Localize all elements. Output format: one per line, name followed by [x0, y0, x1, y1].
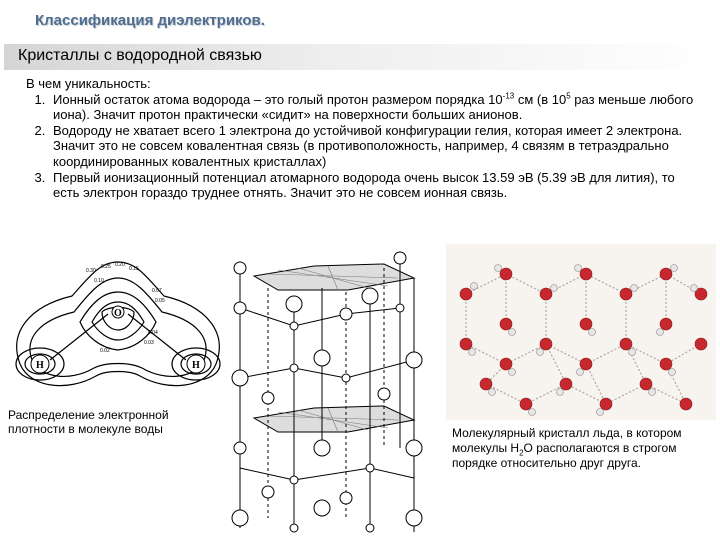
list-item: 2. Водороду не хватает всего 1 электрона до устойчивой конфигурации гелия, которая имеет 2 электрона. Значит это не совсем ковалентная связь (в противоположность, например, 4 связям в тетраэдрально координированных ковалентных кристаллах)	[49, 123, 696, 170]
contour-label: 0.15	[129, 266, 139, 272]
list-item: 1. Ионный остаток атома водорода – это голый протон размером порядка $10^{-13}$ см (в $10^5$ раз меньше любого иона). Значит протон практически «сидит» на поверхности больших анионов.	[49, 92, 696, 123]
atom-h2-label: H	[192, 360, 200, 371]
contour-label: 0.25	[101, 264, 111, 270]
contour-label: 0.03	[144, 340, 154, 346]
contour-label: 0.10	[94, 278, 104, 284]
contour-label: 0.20	[115, 262, 125, 268]
ice-lattice-figure	[218, 248, 440, 538]
ice-crystal-model-figure	[446, 244, 716, 420]
body-text	[26, 76, 696, 201]
header-title: Классификация диэлектриков.	[35, 12, 265, 29]
atom-h1-label: H	[36, 360, 44, 371]
electron-density-figure	[0, 252, 236, 408]
feature-list	[26, 92, 696, 201]
contour-label: 0.30	[86, 268, 96, 274]
contour-label: 0.05	[155, 298, 165, 304]
ice-crystal-caption: Молекулярный кристалл льда, в котором молекулы $H_2O$ располагаются в строгом порядке относительно друг друга.	[452, 426, 682, 470]
contour-label: 0.02	[100, 348, 110, 354]
intro-text: В чем уникальность:	[26, 76, 151, 91]
contour-label: 0.04	[148, 330, 158, 336]
list-item: 3. Первый ионизационный потенциал атомарного водорода очень высок 13.59 эВ (5.39 эВ для лития), то есть электрон гораздо труднее отнять. Значит это не совсем ионная связь.	[49, 170, 696, 201]
contour-label: 0.07	[152, 288, 162, 294]
slide-subtitle: Кристаллы с водородной связью	[18, 47, 262, 64]
atom-o-label: O	[114, 308, 122, 319]
electron-density-caption: Распределение электронной плотности в молекуле воды	[8, 408, 169, 436]
